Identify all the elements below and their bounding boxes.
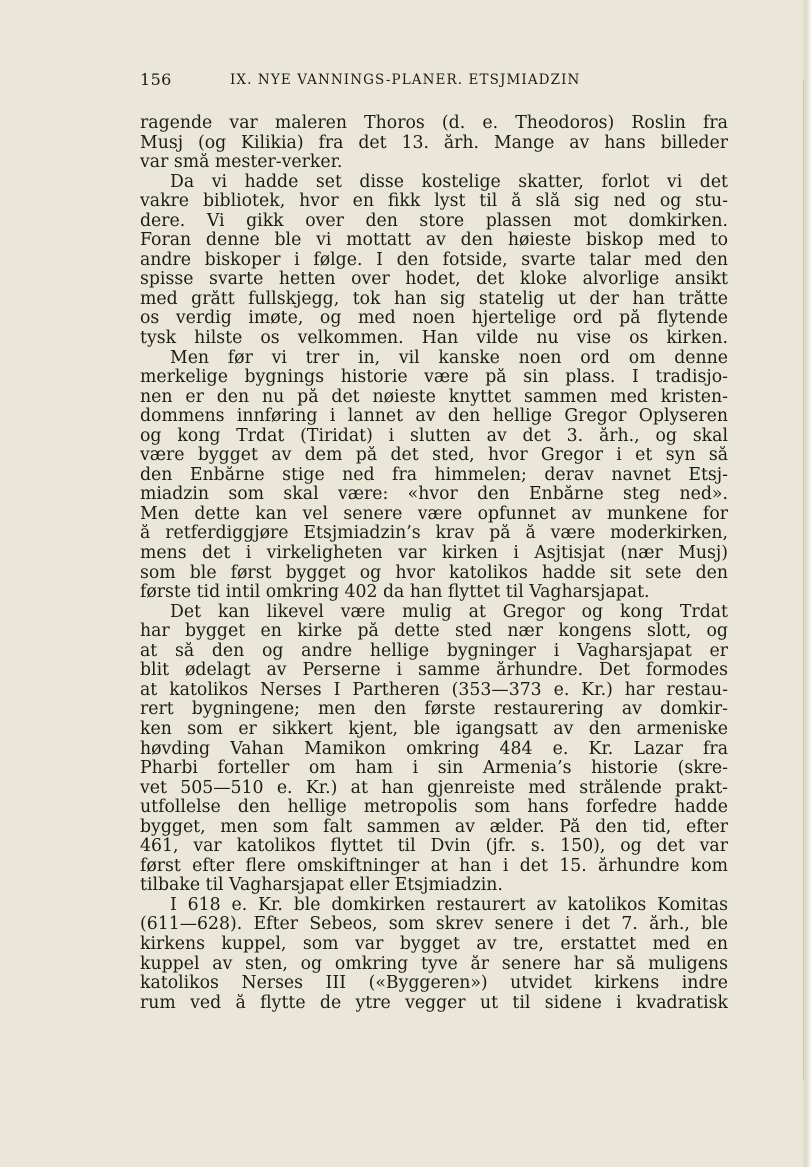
text-line: kuppel av sten, og omkring tyve år senere har så muligens: [140, 954, 728, 974]
body-text: [140, 114, 728, 1013]
text-line: mens det i virkeligheten var kirken i Asjtisjat (nær Musj): [140, 544, 728, 564]
text-line: første tid intil omkring 402 da han flyttet til Vagharsjapat.: [140, 583, 650, 603]
text-line: blit ødelagt av Perserne i samme århundre. Det formodes: [140, 661, 728, 681]
text-line: kirkens kuppel, som var bygget av tre, erstattet med en: [140, 934, 728, 954]
text-line: at katolikos Nerses I Partheren (353—373 e. Kr.) har restau-: [140, 680, 728, 700]
text-line: ken som er sikkert kjent, ble igangsatt av den armeniske: [140, 719, 728, 739]
text-line: vet 505—510 e. Kr.) at han gjenreiste med strålende prakt-: [140, 778, 728, 798]
text-line: tilbake til Vagharsjapat eller Etsjmiadzin.: [140, 876, 503, 896]
text-line: med grått fullskjegg, tok han sig statelig ut der han tråtte: [140, 289, 728, 309]
text-line: os verdig imøte, og med noen hjertelige ord på flytende: [140, 309, 728, 329]
text-line: ragende var maleren Thoros (d. e. Theodoros) Roslin fra: [140, 114, 728, 133]
text-line: var små mester-verker.: [140, 153, 343, 173]
text-line: Men dette kan vel senere være opfunnet av munkene for: [140, 504, 728, 524]
text-line: Men før vi trer in, vil kanske noen ord om denne: [170, 348, 728, 368]
text-line: nen er den nu på det nøieste knyttet sammen med kristen-: [140, 387, 728, 407]
text-line: vakre bibliotek, hvor en fikk lyst til å slå sig ned og stu-: [140, 192, 728, 212]
text-line: utfollelse den hellige metropolis som hans forfedre hadde: [140, 798, 728, 818]
text-line: 461, var katolikos flyttet til Dvin (jfr. s. 150), og det var: [140, 837, 728, 857]
text-line: Pharbi forteller om ham i sin Armenia’s historie (skre-: [140, 759, 728, 779]
text-line: være bygget av dem på det sted, hvor Gregor i et syn så: [140, 446, 728, 466]
page-header: [140, 70, 740, 96]
text-line: miadzin som skal være: «hvor den Enbårne steg ned».: [140, 485, 728, 505]
text-line: dere. Vi gikk over den store plassen mot domkirken.: [140, 211, 728, 231]
text-line: Foran denne ble vi mottatt av den høieste biskop med to: [140, 231, 728, 251]
text-line: og kong Trdat (Tiridat) i slutten av det 3. årh., og skal: [140, 426, 728, 446]
text-line: spisse svarte hetten over hodet, det kloke alvorlige ansikt: [140, 270, 728, 290]
text-line: har bygget en kirke på dette sted nær kongens slott, og: [140, 622, 728, 642]
text-line: andre biskoper i følge. I den fotside, svarte talar med den: [140, 250, 728, 270]
page-number: 156: [140, 70, 172, 89]
text-line: Da vi hadde set disse kostelige skatter, forlot vi det: [170, 172, 728, 192]
text-line: dommens innføring i lannet av den hellige Gregor Oplyseren: [140, 407, 728, 427]
text-line: I 618 e. Kr. ble domkirken restaurert av katolikos Komitas: [170, 895, 728, 915]
running-head: IX. NYE VANNINGS-PLANER. ETSJMIADZIN: [230, 72, 581, 88]
text-line: katolikos Nerses III («Byggeren») utvidet kirkens indre: [140, 974, 728, 994]
text-line: Det kan likevel være mulig at Gregor og kong Trdat: [170, 602, 728, 622]
text-line: som ble først bygget og hvor katolikos hadde sit sete den: [140, 563, 728, 583]
text-line: at så den og andre hellige bygninger i Vagharsjapat er: [140, 641, 728, 661]
text-line: høvding Vahan Mamikon omkring 484 e. Kr. Lazar fra: [140, 739, 728, 759]
text-line: først efter flere omskiftninger at han i det 15. århundre kom: [140, 856, 728, 876]
text-line: rum ved å flytte de ytre vegger ut til sidene i kvadratisk: [140, 993, 728, 1013]
text-line: tysk hilste os velkommen. Han vilde nu vise os kirken.: [140, 329, 728, 349]
text-line: den Enbårne stige ned fra himmelen; derav navnet Etsj-: [140, 465, 728, 485]
text-line: å retferdiggjøre Etsjmiadzin’s krav på å være moderkirken,: [140, 524, 728, 544]
text-line: Musj (og Kilikia) fra det 13. årh. Mange av hans billeder: [140, 133, 728, 153]
text-line: rert bygningene; men den første restaurering av domkir-: [140, 700, 728, 720]
text-line: bygget, men som falt sammen av ælder. På den tid, efter: [140, 817, 728, 837]
page-edge-line: [803, 80, 804, 1080]
text-line: (611—628). Efter Sebeos, som skrev senere i det 7. årh., ble: [140, 915, 728, 935]
text-line: merkelige bygnings historie være på sin plass. I tradisjo-: [140, 368, 728, 388]
